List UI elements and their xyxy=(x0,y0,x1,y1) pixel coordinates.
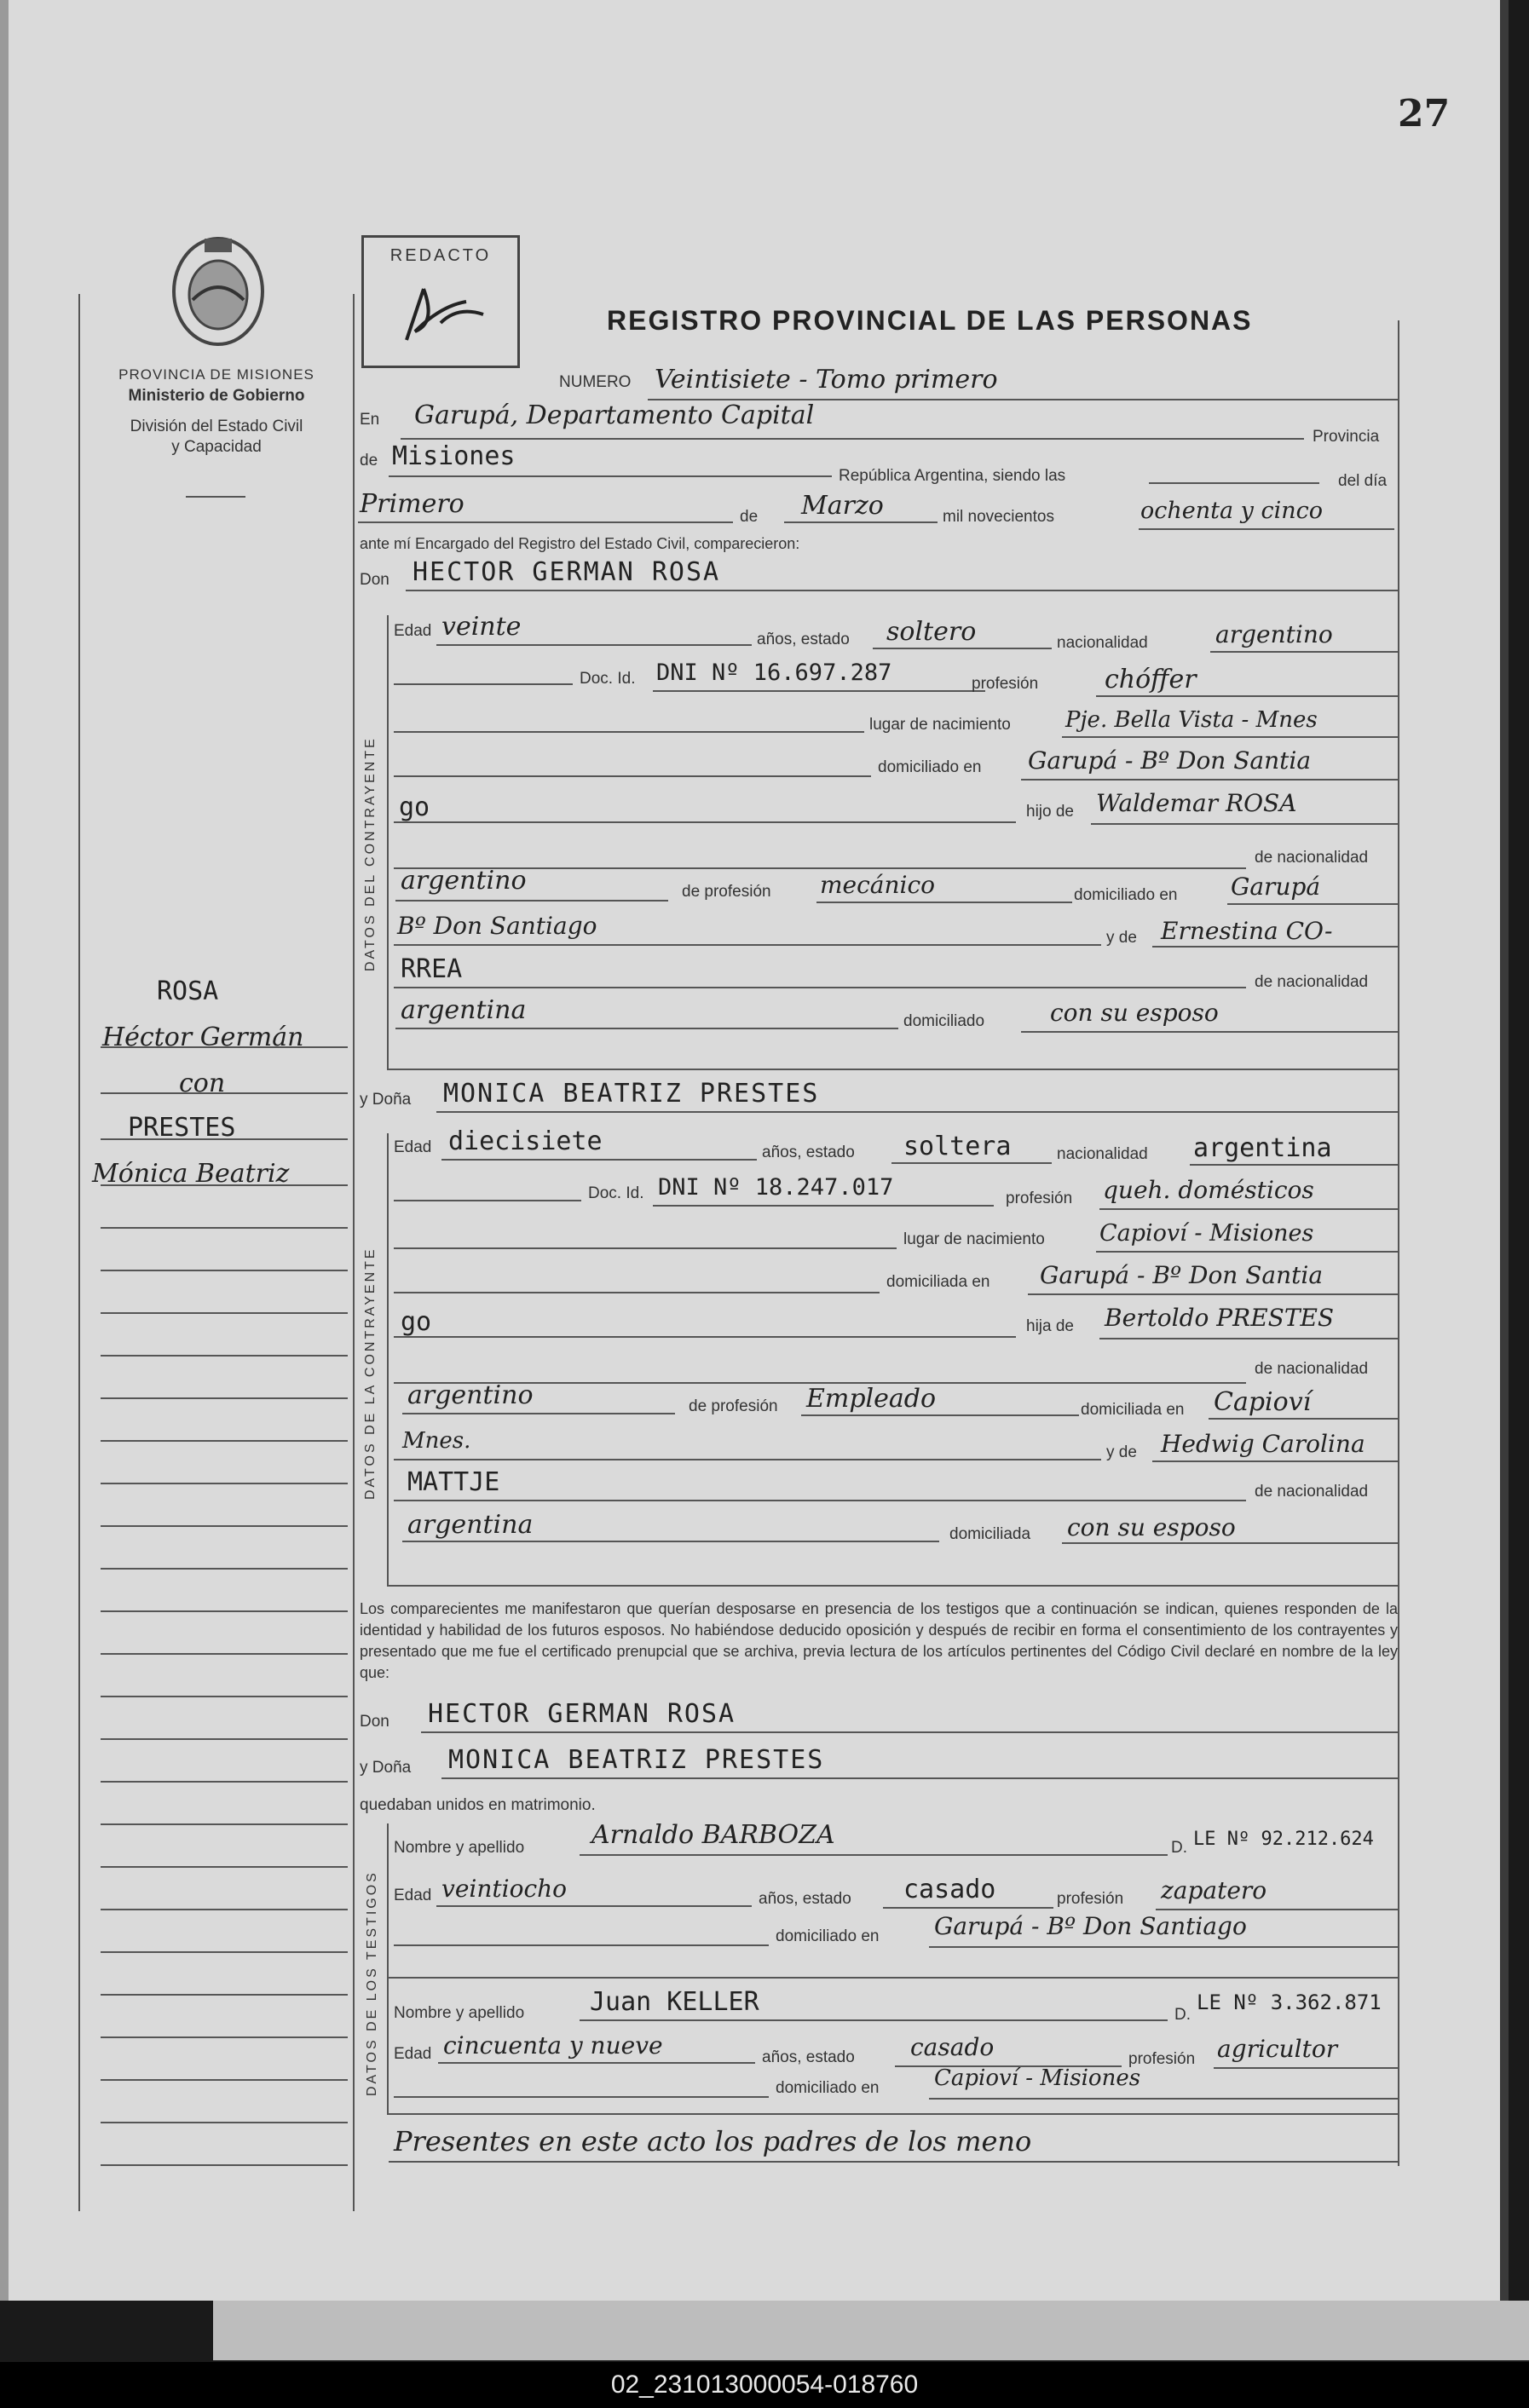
edad-label: Edad xyxy=(394,1887,432,1904)
groom-estado: soltero xyxy=(886,617,977,647)
de-nacionalidad-label: de nacionalidad xyxy=(1255,1360,1369,1378)
witness-block-rule xyxy=(387,1823,389,2113)
anos-estado-label: años, estado xyxy=(759,1890,851,1908)
bride-doc: DNI Nº 18.247.017 xyxy=(658,1174,894,1201)
bride-padre-prof: Empleado xyxy=(806,1384,937,1414)
groom-padre-dom: Garupá xyxy=(1231,873,1321,901)
domiciliado-label: domiciliado xyxy=(903,1012,985,1030)
witness-2-edad: cincuenta y nueve xyxy=(443,2031,663,2059)
hijo-de-label: hijo de xyxy=(1026,803,1074,821)
mes-value: Marzo xyxy=(801,491,884,521)
groom-madre-dom: con su esposo xyxy=(1050,999,1219,1027)
nacionalidad-label: nacionalidad xyxy=(1057,634,1148,652)
ante-text: ante mí Encargado del Registro del Estado Civil, comparecieron: xyxy=(360,535,800,552)
groom-edad: veinte xyxy=(441,612,522,642)
d-label: D. xyxy=(1171,1839,1187,1857)
bride-padre-dom-cont: Mnes. xyxy=(402,1428,471,1454)
book-spine xyxy=(0,0,9,2301)
anos-estado-label: años, estado xyxy=(757,631,850,648)
de-profesion-label: de profesión xyxy=(689,1397,778,1415)
bride-edad: diecisiete xyxy=(448,1126,603,1156)
declaration-text: Los comparecientes me manifestaron que querían desposarse en presencia de los testigos que a continuación se indican, quienes responden de la identidad y habilidad de los futuros esposos. No habiéndose deducido oposición y después de recibir en forma el consentimiento de los contrayentes y presentado que me fue el certificado prenupcial que se archiva, previa lectura de los artículos pertinentes del Código Civil declaré en nombre de la ley que: xyxy=(360,1600,1398,1681)
provincia-label: Provincia xyxy=(1313,428,1380,446)
division-label-1: División del Estado Civil xyxy=(130,418,303,435)
profesion-label: profesión xyxy=(972,675,1039,693)
de-profesion-label: de profesión xyxy=(682,883,771,901)
doc-label: Doc. Id. xyxy=(588,1184,644,1202)
witness-1-doc: LE Nº 92.212.624 xyxy=(1193,1829,1374,1850)
groom-lugar-nac: Pje. Bella Vista - Mnes xyxy=(1065,707,1318,733)
groom-madre-cont: RREA xyxy=(401,954,463,984)
bride-padre-dom: Capioví xyxy=(1214,1387,1312,1417)
d-label: D. xyxy=(1174,2006,1191,2024)
de-mes-label: de xyxy=(740,508,759,526)
nombre-apellido-label: Nombre y apellido xyxy=(394,1839,525,1857)
margin-note-line: Mónica Beatriz xyxy=(92,1159,290,1189)
republica-label: República Argentina, siendo las xyxy=(839,467,1066,485)
doc-label: Doc. Id. xyxy=(580,670,636,688)
initials-signature xyxy=(389,272,492,357)
nombre-apellido-label: Nombre y apellido xyxy=(394,2004,525,2022)
anio-value: ochenta y cinco xyxy=(1140,498,1324,524)
image-id-footer: 02_231013000054-018760 xyxy=(0,2362,1529,2408)
anos-estado-label: años, estado xyxy=(762,2048,855,2066)
witness-2-domicilio: Capioví - Misiones xyxy=(934,2065,1141,2091)
groom-madre-nac: argentina xyxy=(401,995,527,1025)
united-don: HECTOR GERMAN ROSA xyxy=(428,1699,736,1729)
provincia-value: Misiones xyxy=(392,441,516,471)
mil-novecientos-label: mil novecientos xyxy=(943,508,1054,526)
domiciliado-en-label: domiciliado en xyxy=(1074,886,1178,904)
lugar-nac-label: lugar de nacimiento xyxy=(903,1230,1045,1248)
margin-note-line: Héctor Germán xyxy=(102,1023,304,1052)
groom-madre: Ernestina CO- xyxy=(1161,917,1333,945)
bride-madre-dom: con su esposo xyxy=(1067,1513,1236,1541)
bride-block-rule xyxy=(387,1133,389,1585)
edad-label: Edad xyxy=(394,622,432,640)
bride-lugar-nac: Capioví - Misiones xyxy=(1099,1220,1314,1247)
y-de-label: y de xyxy=(1106,1443,1137,1461)
y-dona-label: y Doña xyxy=(360,1091,412,1109)
ministry-label: Ministerio de Gobierno xyxy=(128,387,305,405)
closing-line: Presentes en este acto los padres de los meno xyxy=(394,2125,1032,2157)
domiciliado-en-label: domiciliado en xyxy=(776,1927,880,1945)
don-label: Don xyxy=(360,571,389,589)
hija-de-label: hija de xyxy=(1026,1317,1074,1335)
united-dona: MONICA BEATRIZ PRESTES xyxy=(448,1745,825,1775)
groom-padre-nac: argentino xyxy=(401,866,527,896)
sidebar-divider xyxy=(186,496,245,498)
groom-name: HECTOR GERMAN ROSA xyxy=(413,557,721,587)
de-nacionalidad-label: de nacionalidad xyxy=(1255,973,1369,991)
numero-value: Veintisiete - Tomo primero xyxy=(655,365,998,395)
profesion-label: profesión xyxy=(1006,1190,1073,1207)
witness-2-estado: casado xyxy=(910,2033,995,2061)
de-label: de xyxy=(360,452,378,470)
form-title: REGISTRO PROVINCIAL DE LAS PERSONAS xyxy=(607,305,1253,336)
witness-2-doc: LE Nº 3.362.871 xyxy=(1197,1990,1382,2014)
witness-2-profesion: agricultor xyxy=(1217,2035,1338,2063)
groom-nacionalidad: argentino xyxy=(1215,620,1333,648)
witness-1-name: Arnaldo BARBOZA xyxy=(591,1820,835,1850)
province-label: PROVINCIA DE MISIONES xyxy=(118,366,314,383)
bride-madre: Hedwig Carolina xyxy=(1161,1430,1365,1458)
division-label-2: y Capacidad xyxy=(171,438,262,456)
bride-madre-nac: argentina xyxy=(407,1510,534,1540)
bride-nacionalidad: argentina xyxy=(1193,1133,1332,1163)
groom-padre: Waldemar ROSA xyxy=(1096,789,1297,817)
bride-domicilio-cont: go xyxy=(401,1307,432,1337)
bride-padre-nac: argentino xyxy=(407,1380,534,1410)
witness-1-profesion: zapatero xyxy=(1161,1876,1267,1904)
edad-label: Edad xyxy=(394,2045,432,2063)
groom-padre-prof: mecánico xyxy=(820,871,936,899)
lugar-nac-label: lugar de nacimiento xyxy=(869,716,1011,734)
datos-la-contrayente-label: DATOS DE LA CONTRAYENTE xyxy=(363,1247,378,1500)
del-dia-label: del día xyxy=(1338,472,1388,490)
domiciliado-en-label: domiciliado en xyxy=(878,758,982,776)
groom-doc: DNI Nº 16.697.287 xyxy=(656,660,892,686)
anos-estado-label: años, estado xyxy=(762,1144,855,1161)
stamp-label: REDACTO xyxy=(389,246,492,265)
datos-testigos-label: DATOS DE LOS TESTIGOS xyxy=(365,1870,379,2096)
domiciliada-label: domiciliada xyxy=(949,1525,1031,1543)
y-de-label: y de xyxy=(1106,929,1137,947)
redacto-stamp xyxy=(361,235,520,368)
page-number: 27 xyxy=(1398,92,1451,135)
witness-1-domicilio: Garupá - Bº Don Santiago xyxy=(934,1912,1247,1940)
en-label: En xyxy=(360,411,380,429)
profesion-label: profesión xyxy=(1128,2050,1196,2068)
bride-padre: Bertoldo PRESTES xyxy=(1105,1304,1335,1332)
datos-contrayente-label: DATOS DEL CONTRAYENTE xyxy=(363,736,378,971)
witness-1-edad: veintiocho xyxy=(441,1875,568,1903)
witness-1-estado: casado xyxy=(903,1875,996,1904)
dia-value: Primero xyxy=(360,489,464,519)
bride-domicilio: Garupá - Bº Don Santia xyxy=(1040,1261,1324,1289)
bride-profesion: queh. domésticos xyxy=(1103,1176,1314,1204)
bride-madre-cont: MATTJE xyxy=(407,1467,500,1497)
de-nacionalidad-label: de nacionalidad xyxy=(1255,849,1369,867)
groom-block-rule xyxy=(387,615,389,1070)
edad-label: Edad xyxy=(394,1138,432,1156)
domiciliada-en-label: domiciliada en xyxy=(886,1273,990,1291)
right-rule xyxy=(1398,320,1399,2166)
bride-name: MONICA BEATRIZ PRESTES xyxy=(443,1079,820,1109)
de-nacionalidad-label: de nacionalidad xyxy=(1255,1483,1369,1501)
groom-profesion: chóffer xyxy=(1105,665,1197,694)
book-edge xyxy=(213,2301,1529,2360)
province-crest-icon xyxy=(167,232,269,351)
domiciliado-en-label: domiciliado en xyxy=(776,2079,880,2097)
don-label: Don xyxy=(360,1713,389,1731)
bride-estado: soltera xyxy=(903,1132,1012,1161)
profesion-label: profesión xyxy=(1057,1890,1124,1908)
groom-domicilio: Garupá - Bº Don Santia xyxy=(1028,746,1312,775)
groom-domicilio-cont: go xyxy=(399,792,430,822)
domiciliada-en-label: domiciliada en xyxy=(1081,1401,1185,1419)
margin-note-line: ROSA xyxy=(157,976,219,1006)
lugar-value: Garupá, Departamento Capital xyxy=(414,400,815,430)
left-column-rule xyxy=(353,294,355,2211)
left-margin-rule xyxy=(78,294,80,2211)
quedaban-text: quedaban unidos en matrimonio. xyxy=(360,1796,596,1814)
nacionalidad-label: nacionalidad xyxy=(1057,1145,1148,1163)
margin-note-line: con xyxy=(179,1069,226,1098)
margin-note-line: PRESTES xyxy=(128,1113,236,1143)
witness-2-name: Juan KELLER xyxy=(590,1987,759,2017)
groom-padre-dom-cont: Bº Don Santiago xyxy=(397,912,597,940)
dona-label: y Doña xyxy=(360,1759,412,1777)
numero-label: NUMERO xyxy=(559,373,632,391)
